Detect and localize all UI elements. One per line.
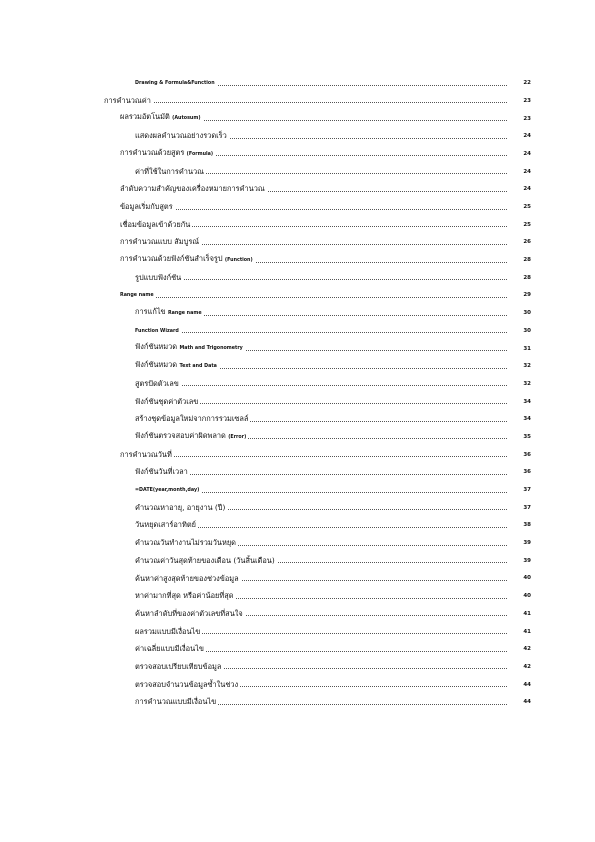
- toc-page-number: 37: [507, 488, 531, 494]
- toc-page-number: 28: [507, 258, 531, 264]
- toc-entry-title-text: สูตรปัดตัวเลข: [135, 378, 179, 388]
- toc-page-number: 24: [507, 170, 531, 176]
- toc-entry[interactable]: [0, 284, 595, 302]
- toc-entry-title-text: =DATE(year,month,day): [135, 487, 200, 493]
- dot-leader: [104, 102, 531, 103]
- toc-entry[interactable]: [0, 231, 595, 249]
- toc-entry-title-text: รูปแบบฟังก์ชัน: [135, 272, 182, 282]
- toc-entry-title: [135, 489, 201, 494]
- toc-entry-title: [135, 343, 245, 352]
- toc-entry-title-text: การคำนวณด้วยฟังก์ชันสำเร็จรูป: [120, 253, 223, 263]
- toc-entry[interactable]: [0, 638, 595, 656]
- toc-entry-title-text: การคำนวณด้วยสูตร: [120, 147, 185, 157]
- toc-entry-title-text: ตรวจสอบเปรียบเทียบข้อมูล: [135, 661, 222, 671]
- toc-entry-title: [135, 308, 204, 317]
- toc-page-number: 37: [507, 506, 531, 512]
- toc-entry-title: [135, 663, 223, 670]
- toc-entry[interactable]: [0, 267, 595, 285]
- toc-page-number: 41: [507, 630, 531, 636]
- toc-entry-title-text: การแก้ไข: [135, 306, 166, 316]
- toc-entry-title-text: ตรวจสอบจำนวนข้อมูลซ้ำในช่วง: [135, 679, 239, 689]
- toc-entry-title: [135, 645, 206, 652]
- toc-entry[interactable]: [0, 673, 595, 691]
- table-of-contents: [0, 72, 595, 709]
- toc-entry[interactable]: [0, 107, 595, 125]
- dot-leader: [135, 385, 531, 386]
- toc-entry-title: [135, 628, 202, 635]
- toc-entry[interactable]: [0, 479, 595, 497]
- toc-entry[interactable]: [0, 532, 595, 550]
- toc-page-number: 22: [507, 81, 531, 87]
- toc-page-number: 36: [507, 453, 531, 459]
- toc-entry[interactable]: [0, 603, 595, 621]
- toc-entry-title: [135, 168, 206, 175]
- toc-entry[interactable]: [0, 337, 595, 355]
- toc-page-number: 25: [507, 223, 531, 229]
- toc-entry[interactable]: [0, 355, 595, 373]
- toc-page-number: 31: [507, 347, 531, 353]
- toc-entry[interactable]: [0, 320, 595, 338]
- toc-entry-title-text: ลำดับความสำคัญของเครื่องหมายการคำนวณ: [120, 184, 265, 194]
- toc-entry-title: [135, 681, 240, 688]
- toc-page-number: 30: [507, 311, 531, 317]
- toc-entry-title-text: ฟังก์ชันตรวจสอบค่าผิดพลาด: [135, 430, 226, 440]
- toc-entry[interactable]: [0, 390, 595, 408]
- toc-page-number: 44: [507, 683, 531, 689]
- toc-entry-title: [135, 380, 181, 387]
- toc-page-number: 34: [507, 400, 531, 406]
- toc-page-number: 29: [507, 293, 531, 299]
- toc-entry[interactable]: [0, 585, 595, 603]
- toc-entry[interactable]: [0, 443, 595, 461]
- toc-entry-title-text: Function Wizard: [135, 328, 179, 334]
- toc-entry-english-term: Text and Data: [179, 363, 217, 369]
- toc-entry[interactable]: [0, 497, 595, 515]
- toc-entry[interactable]: [0, 426, 595, 444]
- toc-entry[interactable]: [0, 143, 595, 161]
- toc-entry[interactable]: [0, 302, 595, 320]
- toc-page-number: 40: [507, 576, 531, 582]
- toc-entry-title: [135, 592, 236, 599]
- toc-entry-title-text: วันหยุดเสาร์อาทิตย์: [135, 520, 196, 530]
- toc-entry-title-text: ฟังก์ชันวันที่เวลา: [135, 467, 188, 477]
- toc-entry-title-text: แสดงผลคำนวณอย่างรวดเร็ว: [135, 131, 227, 141]
- toc-entry-title: [135, 557, 277, 564]
- toc-entry-title-text: ค่าเฉลี่ยแบบมีเงื่อนไข: [135, 644, 204, 654]
- toc-entry-title: [135, 698, 218, 705]
- dot-leader: [120, 297, 531, 298]
- toc-page-number: 28: [507, 276, 531, 282]
- toc-entry-title: [135, 398, 200, 405]
- dot-leader: [120, 456, 531, 457]
- toc-entry-title-text: ค่าที่ใช้ในการคำนวณ: [135, 166, 204, 176]
- toc-entry-english-term: (Error): [228, 434, 247, 440]
- toc-entry-title: [135, 575, 241, 582]
- toc-entry-english-term: (Autosum): [172, 116, 201, 122]
- toc-page-number: 38: [507, 523, 531, 529]
- dot-leader: [135, 474, 531, 475]
- toc-page-number: 26: [507, 240, 531, 246]
- toc-page-number: 35: [507, 435, 531, 441]
- toc-entry-english-term: (Formula): [186, 151, 214, 157]
- toc-entry-title: [120, 294, 156, 299]
- toc-page-number: 24: [507, 134, 531, 140]
- toc-entry-title: [120, 203, 175, 210]
- toc-page-number: 24: [507, 152, 531, 158]
- toc-page-number: 23: [507, 117, 531, 123]
- toc-entry[interactable]: [0, 514, 595, 532]
- toc-entry-title-text: คำนวณหาอายุ, อายุงาน (ปี): [135, 502, 226, 512]
- toc-entry-title: [120, 451, 174, 458]
- toc-entry-title-text: ข้อมูลเริ่มกับสูตร: [120, 202, 173, 212]
- toc-entry-title: [120, 113, 203, 122]
- toc-entry[interactable]: [0, 373, 595, 391]
- toc-entry-title-text: ฟังก์ชันหมวด: [135, 342, 178, 352]
- toc-entry-title-text: Drawing & Formula&Function: [135, 80, 215, 86]
- toc-entry-title: [135, 415, 250, 422]
- toc-entry[interactable]: [0, 567, 595, 585]
- toc-entry[interactable]: [0, 691, 595, 709]
- toc-entry-title-text: ผลรวมแบบมีเงื่อนไข: [135, 626, 201, 636]
- toc-entry-title-text: การคำนวณแบบมีเงื่อนไข: [135, 697, 217, 707]
- toc-entry-english-term: (Function): [224, 257, 253, 263]
- toc-entry[interactable]: [0, 550, 595, 568]
- toc-entry-title: [120, 149, 215, 158]
- toc-entry-title-text: คำนวณค่าวันสุดท้ายของเดือน (วันสิ้นเดือน): [135, 555, 275, 565]
- toc-entry[interactable]: [0, 90, 595, 108]
- toc-entry[interactable]: [0, 408, 595, 426]
- toc-entry[interactable]: [0, 72, 595, 90]
- toc-entry[interactable]: [0, 160, 595, 178]
- toc-page-number: 41: [507, 612, 531, 618]
- toc-page-number: 42: [507, 647, 531, 653]
- toc-entry-title: [135, 468, 190, 475]
- toc-entry-title-text: การคำนวณวันที่: [120, 449, 172, 459]
- toc-entry-title: [120, 185, 267, 192]
- toc-entry-title-text: สร้างชุดข้อมูลใหม่จากการรวมเซลล์: [135, 414, 249, 424]
- toc-entry-title-text: เชื่อมข้อมูลเข้าด้วยกัน: [120, 219, 191, 229]
- toc-page-number: 23: [507, 99, 531, 105]
- toc-page-number: 39: [507, 559, 531, 565]
- toc-entry-title: [135, 361, 219, 370]
- toc-entry[interactable]: [0, 125, 595, 143]
- toc-page-number: 25: [507, 205, 531, 211]
- toc-entry-title: [135, 274, 183, 281]
- toc-page-number: 36: [507, 470, 531, 476]
- dot-leader: [120, 209, 531, 210]
- dot-leader: [135, 279, 531, 280]
- toc-entry[interactable]: [0, 461, 595, 479]
- toc-entry-title: [135, 330, 181, 335]
- toc-entry-title-text: คำนวณวันทำงานไม่รวมวันหยุด: [135, 538, 236, 548]
- toc-page-number: 40: [507, 594, 531, 600]
- toc-page-number: 39: [507, 541, 531, 547]
- toc-entry-title-text: ฟังก์ชันชุดค่าตัวเลข: [135, 396, 199, 406]
- toc-entry-title: [135, 82, 217, 87]
- toc-entry-title: [135, 132, 229, 139]
- toc-entry-title: [104, 97, 153, 104]
- toc-entry[interactable]: [0, 249, 595, 267]
- toc-entry-title-text: ค้นหาค่าสูงสุดท้ายของช่วงข้อมูล: [135, 573, 239, 583]
- toc-entry-title-text: ฟังก์ชันหมวด: [135, 359, 178, 369]
- toc-entry-title-text: การคำนวณค่า: [104, 95, 151, 105]
- toc-entry-title-text: หาค่ามากที่สุด หรือค่าน้อยที่สุด: [135, 591, 234, 601]
- toc-entry[interactable]: [0, 620, 595, 638]
- toc-entry-title: [135, 521, 198, 528]
- toc-entry[interactable]: [0, 214, 595, 232]
- toc-page-number: 30: [507, 329, 531, 335]
- toc-page-number: 32: [507, 364, 531, 370]
- toc-entry-title: [135, 504, 227, 511]
- dot-leader: [135, 332, 531, 333]
- toc-entry-title-text: การคำนวณแบบ สัมบูรณ์: [120, 237, 200, 247]
- toc-page-number: 32: [507, 382, 531, 388]
- toc-entry-english-term: Range name: [167, 310, 202, 316]
- toc-page-number: 42: [507, 665, 531, 671]
- toc-entry-title-text: Range name: [120, 293, 154, 299]
- toc-entry-title-text: ผลรวมอัตโนมัติ: [120, 112, 170, 122]
- toc-entry-title: [120, 255, 255, 264]
- toc-entry-title-text: ค้นหาลำดับที่ของค่าตัวเลขที่สนใจ: [135, 608, 243, 618]
- toc-entry-title: [135, 539, 238, 546]
- toc-entry[interactable]: [0, 656, 595, 674]
- toc-entry[interactable]: [0, 196, 595, 214]
- toc-page-number: 24: [507, 187, 531, 193]
- toc-entry-title: [120, 221, 192, 228]
- toc-page-number: 44: [507, 700, 531, 706]
- toc-entry-title: [120, 238, 201, 245]
- toc-entry[interactable]: [0, 178, 595, 196]
- toc-entry-title: [135, 610, 245, 617]
- toc-entry-title: [135, 432, 248, 441]
- toc-entry-english-term: Math and Trigonometry: [179, 346, 243, 352]
- toc-page-number: 34: [507, 417, 531, 423]
